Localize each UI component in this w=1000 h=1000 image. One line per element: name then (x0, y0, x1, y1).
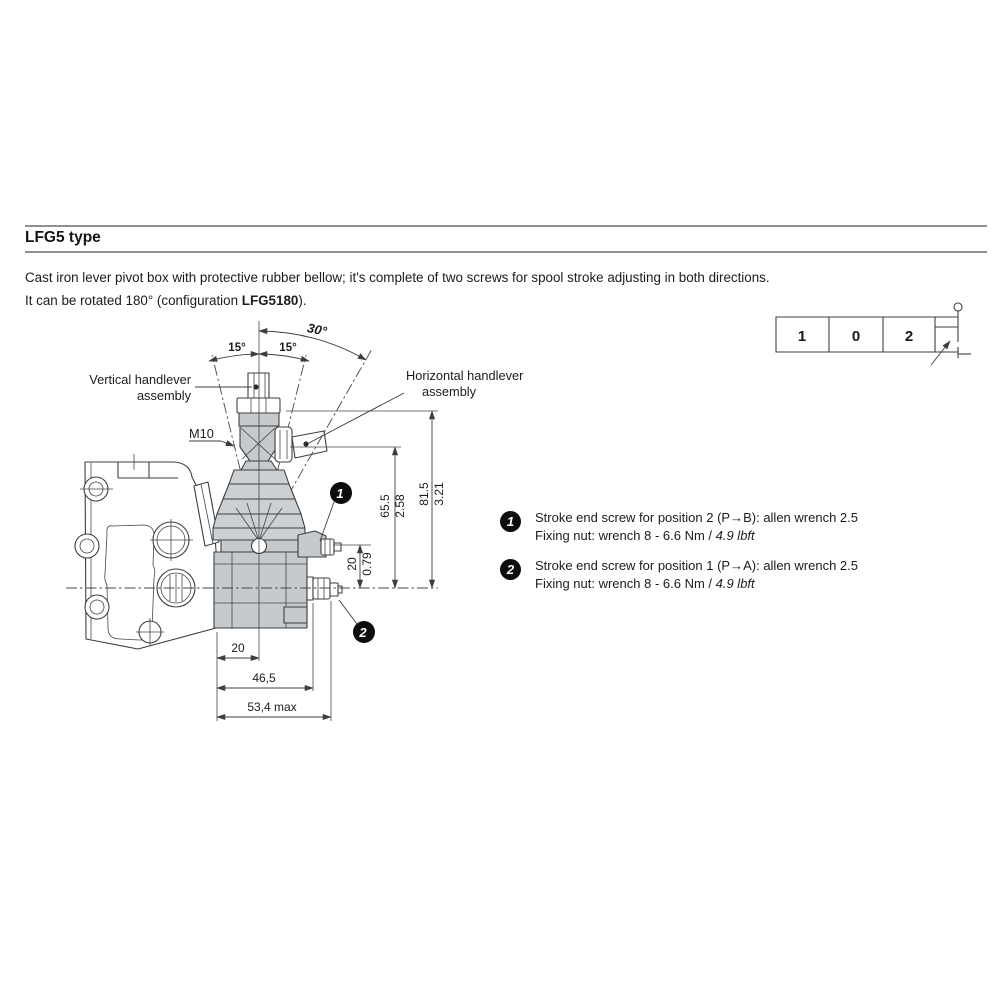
valve-body (75, 454, 219, 649)
dim-body-width: 46,5 (252, 671, 276, 685)
intro-line2-post: ). (298, 293, 307, 308)
spool-position-1: 1 (797, 328, 807, 345)
note-1-line1: Stroke end screw for position 2 (P→B): allen wrench 2.5 (535, 510, 858, 525)
dim-max-width: 53,4 max (247, 700, 297, 714)
spool-position-2: 2 (904, 328, 914, 345)
dim-stem-offset: 20 (231, 641, 245, 655)
dim-bellow-height-mm: 65.5 (378, 494, 392, 518)
note-2-line2-normal: Fixing nut: wrench 8 - 6.6 Nm / (535, 575, 716, 591)
intro-line2-pre: It can be rotated 180° (configuration (25, 293, 242, 308)
angle-left-15: 15° (228, 342, 246, 354)
stroke-end-screw-2 (307, 577, 342, 600)
callout-1 (320, 482, 352, 541)
side-port-mid (75, 534, 99, 558)
note-1-line2 (535, 527, 858, 545)
thread-size-label: M10 (189, 426, 214, 441)
dim-screw-offset-in: 0.79 (360, 552, 374, 576)
dim-bellow-height-in: 2.58 (393, 494, 407, 518)
dim-screw-offset-mm: 20 (345, 557, 359, 571)
note-1-badge: 1 (500, 511, 521, 532)
dim-total-height-mm: 81.5 (417, 482, 431, 506)
intro-line1: Cast iron lever pivot box with protective rubber bellow; it's complete of two screws for spool stroke adjusting in both directions. (25, 270, 770, 285)
vertical-handlever-label-line1: Vertical handlever (89, 372, 191, 387)
page-title: LFG5 type (25, 229, 101, 246)
vertical-handlever-label-line2: assembly (136, 388, 191, 403)
horizontal-lever-stub (292, 431, 327, 458)
dim-total-height-in: 3.21 (432, 482, 446, 506)
callout-2-number: 2 (359, 625, 367, 640)
lever-stem (248, 373, 269, 398)
callout-1-number: 1 (336, 486, 344, 501)
angle-right-15: 15° (279, 342, 297, 354)
note-2-line2 (535, 575, 858, 593)
horizontal-handlever-label-line2: assembly (422, 384, 477, 399)
note-1 (500, 509, 858, 544)
angle-total-30: 30° (305, 320, 329, 339)
side-hex-nut (275, 427, 292, 462)
angle-dimensions (209, 320, 366, 361)
note-1-line2-normal: Fixing nut: wrench 8 - 6.6 Nm / (535, 527, 716, 543)
intro-config-code: LFG5180 (241, 293, 299, 308)
stem-hex-nut (237, 398, 280, 413)
stroke-end-screw-1 (298, 531, 341, 557)
horizontal-handlever-label-line1: Horizontal handlever (406, 368, 524, 383)
spool-position-0: 0 (851, 328, 861, 345)
note-1-line2-italic: 4.9 lbft (715, 527, 755, 543)
note-2-line2-italic: 4.9 lbft (715, 575, 755, 591)
lever-symbol (931, 303, 971, 365)
note-2-badge: 2 (500, 559, 521, 580)
spool-position-symbol (776, 303, 971, 365)
note-2 (500, 557, 858, 592)
note-2-line1: Stroke end screw for position 1 (P→A): allen wrench 2.5 (535, 558, 858, 573)
side-port-bottom (85, 595, 109, 619)
callout-2 (339, 600, 375, 643)
